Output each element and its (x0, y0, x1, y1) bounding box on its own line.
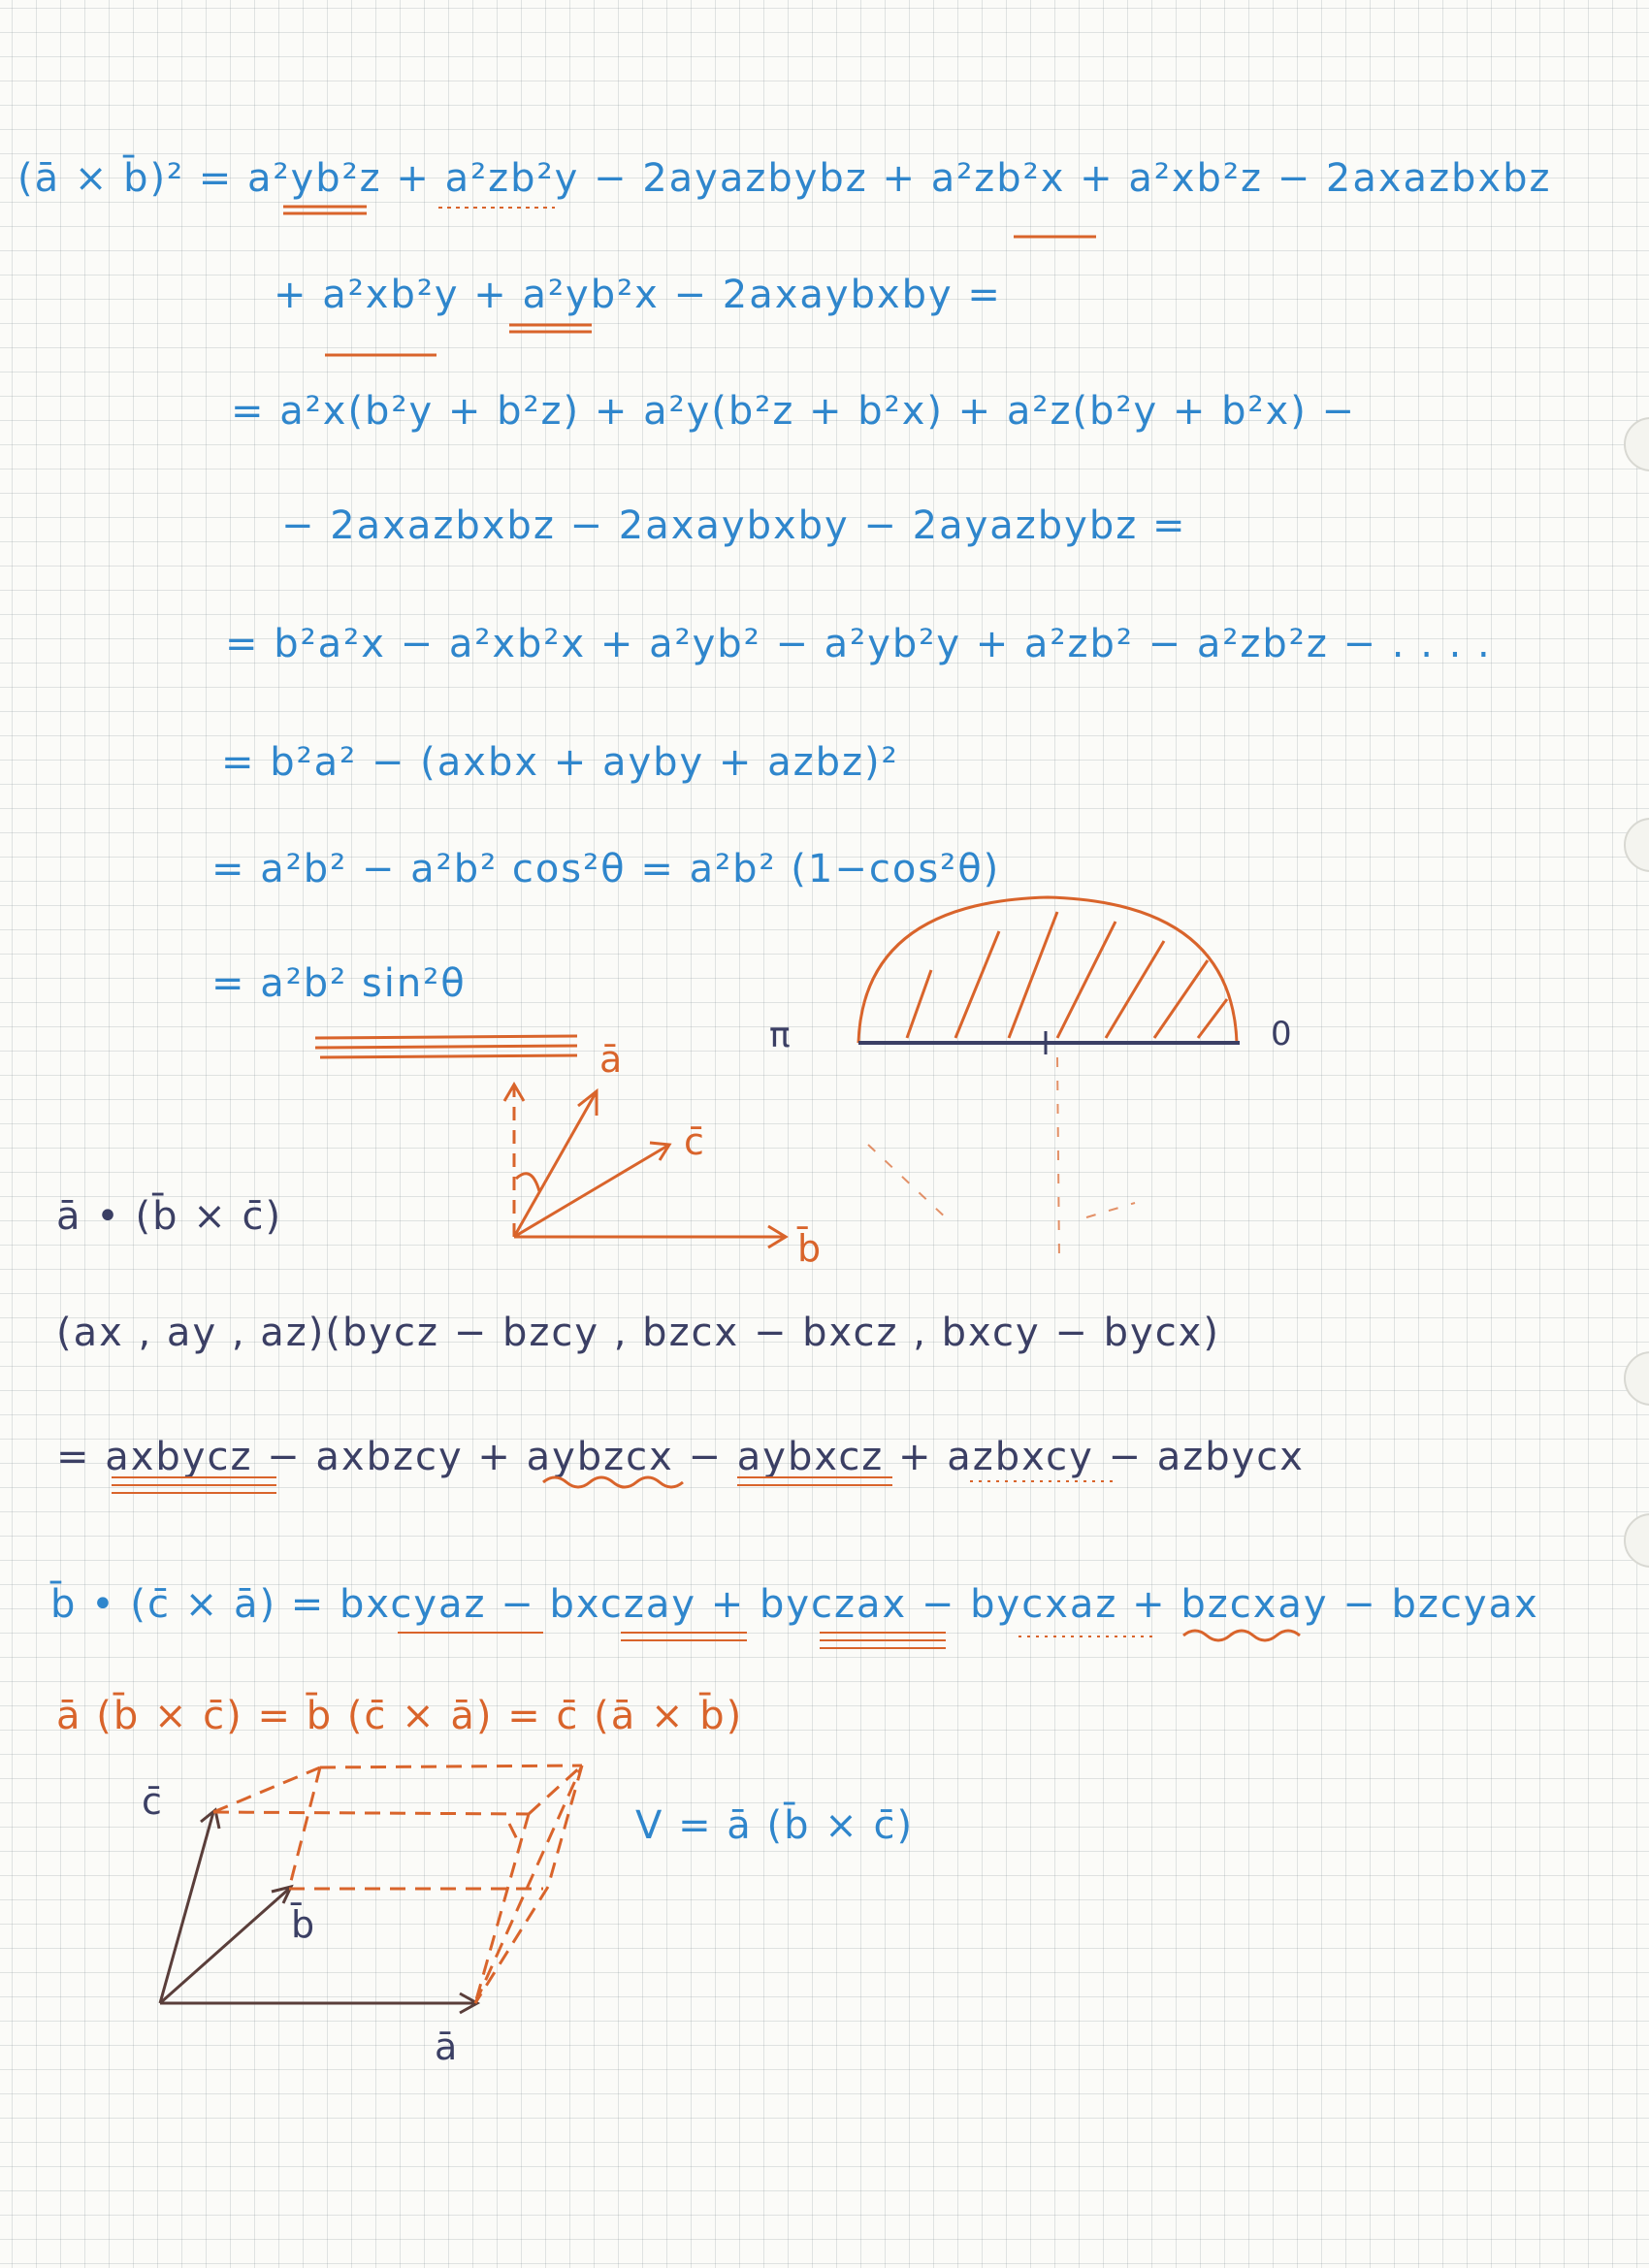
triple-product-heading: ā • (b̄ × c̄) (56, 1194, 283, 1239)
scalar-triple-identity: ā (b̄ × c̄) = b̄ (c̄ × ā) = c̄ (ā × b̄) (56, 1694, 744, 1738)
derivation-line-4: − 2axazbxbz − 2axaybxby − 2ayazbybz = (281, 503, 1187, 548)
derivation-line-6: = b²a² − (axbx + ayby + azbz)² (221, 740, 899, 785)
vector-label-a: ā (599, 1038, 625, 1081)
parallelepiped-label-b: b̄ (291, 1903, 317, 1946)
parallelepiped-label-a: ā (435, 2025, 460, 2068)
derivation-result: = a²b² sin²θ (211, 961, 467, 1006)
graph-label-zero: 0 (1271, 1015, 1294, 1053)
parallelepiped-label-c: c̄ (142, 1780, 164, 1823)
derivation-line-1: (ā × b̄)² = a²yb²z + a²zb²y − 2ayazbybz + a²zb²x + a²xb²z − 2axazbxbz (17, 156, 1552, 201)
derivation-line-3: = a²x(b²y + b²z) + a²y(b²z + b²x) + a²z(b²y + b²x) − (231, 389, 1357, 434)
derivation-line-2: + a²xb²y + a²yb²x − 2axaybxby = (274, 273, 1002, 317)
triple-product-expanded: (ax , ay , az)(bycz − bzcy , bzcx − bxcz , bxcy − bycx) (56, 1311, 1220, 1355)
derivation-line-5: = b²a²x − a²xb²x + a²yb² − a²yb²y + a²zb² − a²zb²z − . . . . (225, 622, 1492, 666)
volume-formula: V = ā (b̄ × c̄) (635, 1803, 915, 1848)
cyclic-product-expanded: b̄ • (c̄ × ā) = bxcyaz − bxczay + byczax − bycxaz + bzcxay − bzcyax (50, 1582, 1539, 1627)
derivation-line-7: = a²b² − a²b² cos²θ = a²b² (1−cos²θ) (211, 847, 1001, 891)
graph-label-pi: π (769, 1016, 792, 1055)
vector-label-c: c̄ (684, 1120, 706, 1163)
vector-label-b: b̄ (797, 1227, 824, 1270)
triple-product-result: = axbycz − axbzcy + aybzcx − aybxcz + azbxcy − azbycx (56, 1435, 1305, 1479)
